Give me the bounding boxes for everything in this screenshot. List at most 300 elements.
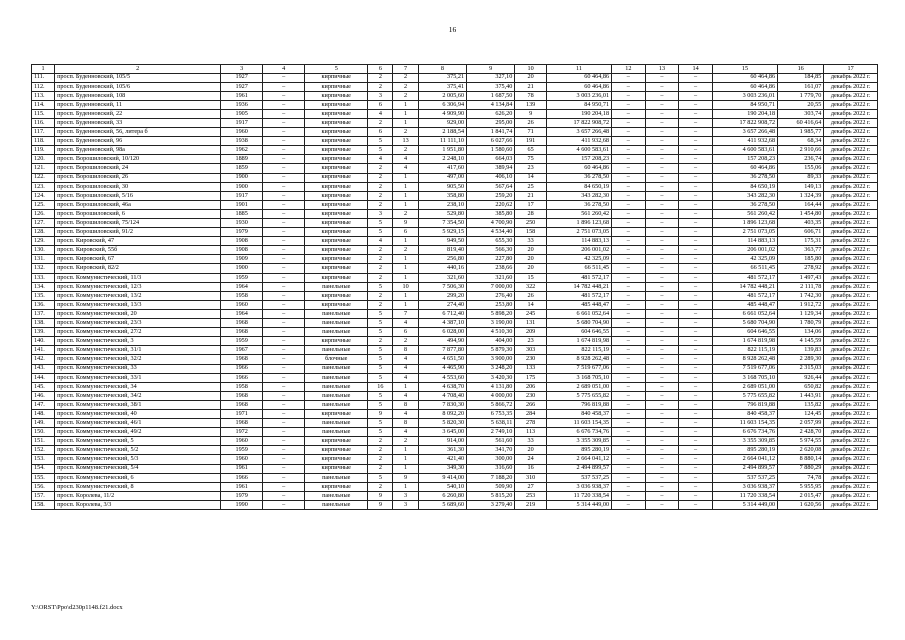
housing-table [31,64,878,510]
table-cell: – [679,255,713,264]
table-cell: 130. [32,246,55,255]
table-cell: декабрь 2022 г. [824,282,878,291]
table-row [32,164,878,173]
table-cell: просп. Ворошиловский, 5/16 [55,191,221,200]
table-cell: 303 [515,346,547,355]
table-cell: 65 [515,146,547,155]
table-cell: – [612,246,646,255]
table-cell: 411 932,68 [712,137,777,146]
table-cell: 343 282,30 [546,191,611,200]
table-cell: 219 [515,500,547,509]
table-cell: 1 [393,191,418,200]
table-cell: 238,66 [467,264,515,273]
table-cell: – [612,118,646,127]
table-cell: 5 [368,473,393,482]
table-cell: 5 775 655,82 [546,391,611,400]
table-cell: 1968 [221,319,263,328]
table-cell: просп. Коммунистический, 23/3 [55,319,221,328]
table-cell: 151. [32,437,55,446]
table-cell: 2 315,03 [778,364,824,373]
table-cell: 529,80 [418,209,466,218]
table-cell: 278 [515,419,547,428]
table-cell: 1960 [221,455,263,464]
table-cell: просп. Коммунистический, 3 [55,337,221,346]
table-cell: декабрь 2022 г. [824,364,878,373]
table-cell: 327,10 [467,73,515,82]
table-cell: 840 458,37 [712,409,777,418]
table-cell: 2 [368,182,393,191]
table-cell: 89,33 [778,173,824,182]
table-cell: – [645,164,679,173]
table-cell: 3 [393,491,418,500]
table-cell: 146. [32,391,55,400]
table-cell: 139. [32,328,55,337]
table-cell: 4 [368,155,393,164]
table-cell: кирпичные [305,146,368,155]
table-cell: – [263,128,305,137]
table-row [32,73,878,82]
table-cell: просп. Коммунистический, 5/2 [55,446,221,455]
table-cell: 1885 [221,209,263,218]
table-cell: декабрь 2022 г. [824,237,878,246]
table-cell: 253,80 [467,300,515,309]
table-cell: 1936 [221,100,263,109]
table-cell: 389,94 [467,164,515,173]
table-cell: 60 416,64 [778,118,824,127]
table-cell: 153. [32,455,55,464]
table-cell: – [612,419,646,428]
table-cell: 1 [393,382,418,391]
table-cell: просп. Ворошиловский, 75/124 [55,219,221,228]
table-cell: – [263,155,305,164]
table-cell: 819,40 [418,246,466,255]
table-cell: 481 572,17 [712,291,777,300]
table-cell: панельные [305,373,368,382]
table-cell: 2 [368,437,393,446]
table-cell: кирпичные [305,255,368,264]
table-cell: 1968 [221,328,263,337]
table-cell: 14 782 448,21 [712,282,777,291]
table-cell: – [263,246,305,255]
table-cell: 4 [393,319,418,328]
table-cell: просп. Буденновский, 96 [55,137,221,146]
table-cell: 300,00 [467,455,515,464]
table-cell: декабрь 2022 г. [824,437,878,446]
table-row [32,355,878,364]
table-cell: просп. Коммунистический, 5 [55,437,221,446]
table-cell: – [645,109,679,118]
table-cell: – [645,373,679,382]
table-cell: 5 815,20 [467,491,515,500]
table-cell: – [263,91,305,100]
table-cell: – [263,364,305,373]
table-cell: – [612,446,646,455]
table-cell: 1968 [221,419,263,428]
table-cell: – [263,455,305,464]
table-cell: 1979 [221,228,263,237]
table-cell: – [645,237,679,246]
table-cell: 20 [515,255,547,264]
table-cell: – [263,473,305,482]
table-cell: 3 900,00 [467,355,515,364]
table-cell: 36 278,50 [712,173,777,182]
table-cell: 14 [515,173,547,182]
table-cell: 2 057,99 [778,419,824,428]
table-cell: – [263,319,305,328]
column-number-cell: 5 [305,65,368,74]
table-cell: 1 497,43 [778,273,824,282]
table-cell: 1 674 819,98 [712,337,777,346]
table-cell: 14 782 448,21 [546,282,611,291]
table-cell: – [645,182,679,191]
table-cell: – [679,291,713,300]
table-cell: – [612,491,646,500]
table-cell: 1 [393,455,418,464]
table-row [32,346,878,355]
table-cell: 796 819,88 [546,400,611,409]
table-cell: просп. Коммунистический, 49/2 [55,428,221,437]
table-cell: – [645,219,679,228]
table-cell: кирпичные [305,219,368,228]
table-cell: 154. [32,464,55,473]
table-cell: – [263,491,305,500]
table-cell: – [612,346,646,355]
table-cell: 4 651,50 [418,355,466,364]
table-cell: 131. [32,255,55,264]
table-row [32,391,878,400]
table-cell: 664,03 [467,155,515,164]
table-cell: 403,35 [778,219,824,228]
table-cell: – [645,419,679,428]
table-cell: 509,90 [467,482,515,491]
table-cell: 4 [393,391,418,400]
table-cell: просп. Коммунистический, 8 [55,482,221,491]
table-cell: – [263,164,305,173]
table-cell: 66 511,45 [546,264,611,273]
table-cell: 5 [368,355,393,364]
table-cell: – [612,146,646,155]
table-cell: 175,31 [778,237,824,246]
table-cell: просп. Коммунистический, 12/3 [55,282,221,291]
table-cell: – [612,82,646,91]
table-cell: 4 600 583,61 [712,146,777,155]
table-cell: – [679,173,713,182]
table-cell: 1 324,39 [778,191,824,200]
table-cell: 567,64 [467,182,515,191]
table-cell: 124. [32,191,55,200]
table-cell: – [679,246,713,255]
table-cell: – [263,373,305,382]
table-cell: декабрь 2022 г. [824,164,878,173]
table-cell: 1 443,91 [778,391,824,400]
table-row [32,182,878,191]
table-cell: 1 [393,464,418,473]
table-row [32,364,878,373]
table-cell: просп. Коммунистический, 31/1 [55,346,221,355]
table-cell: 626,20 [467,109,515,118]
table-row [32,209,878,218]
table-cell: декабрь 2022 г. [824,328,878,337]
table-cell: 566,30 [467,246,515,255]
table-cell: 111. [32,73,55,82]
table-cell: 114. [32,100,55,109]
table-cell: 253 [515,491,547,500]
table-cell: – [679,164,713,173]
table-cell: 9 [393,219,418,228]
table-cell: 209 [515,328,547,337]
table-cell: просп. Буденновский, 98а [55,146,221,155]
table-cell: 245 [515,309,547,318]
table-cell: 141. [32,346,55,355]
table-cell: просп. Коммунистический, 20 [55,309,221,318]
table-cell: кирпичные [305,109,368,118]
table-cell: 155. [32,473,55,482]
table-cell: – [263,118,305,127]
table-cell: 10 [393,282,418,291]
table-cell: декабрь 2022 г. [824,373,878,382]
table-cell: декабрь 2022 г. [824,146,878,155]
table-row [32,82,878,91]
table-cell: просп. Буденновский, 56, литера б [55,128,221,137]
table-cell: 33 [515,237,547,246]
table-cell: 1968 [221,391,263,400]
table-cell: 4 [393,155,418,164]
table-cell: 4 510,30 [467,328,515,337]
table-cell: 42 325,09 [546,255,611,264]
table-cell: 1 [393,264,418,273]
table-cell: просп. Коммунистический, 6 [55,473,221,482]
table-cell: – [612,364,646,373]
table-cell: 8 [393,346,418,355]
table-cell: – [645,128,679,137]
table-cell: 5 [368,309,393,318]
table-cell: кирпичные [305,482,368,491]
table-cell: 5 638,11 [467,419,515,428]
table-cell: 117. [32,128,55,137]
table-cell: 2 620,08 [778,446,824,455]
table-cell: 133. [32,273,55,282]
table-cell: – [263,100,305,109]
table-cell: – [679,346,713,355]
table-cell: 655,30 [467,237,515,246]
table-cell: 417,60 [418,164,466,173]
table-cell: 4 465,90 [418,364,466,373]
table-cell: декабрь 2022 г. [824,419,878,428]
table-cell: 3 657 266,48 [712,128,777,137]
table-cell: 274,40 [418,300,466,309]
table-cell: 5 879,30 [467,346,515,355]
table-cell: 1917 [221,118,263,127]
table-cell: 406,10 [467,173,515,182]
table-cell: кирпичные [305,455,368,464]
table-cell: просп. Коммунистический, 38/1 [55,400,221,409]
table-cell: – [612,391,646,400]
table-cell: 17 822 908,72 [546,118,611,127]
table-cell: – [612,155,646,164]
table-cell: декабрь 2022 г. [824,273,878,282]
table-cell: 4 [393,409,418,418]
table-cell: – [645,246,679,255]
table-cell: 561,60 [467,437,515,446]
table-cell: – [679,109,713,118]
table-cell: – [679,409,713,418]
table-cell: 3 168 705,10 [712,373,777,382]
table-cell: – [645,264,679,273]
column-number-cell: 3 [221,65,263,74]
column-number-cell: 6 [368,65,393,74]
table-cell: – [263,137,305,146]
table-cell: 238,10 [418,200,466,209]
table-cell: – [679,191,713,200]
table-cell: 4 134,84 [467,100,515,109]
table-cell: 3 190,00 [467,319,515,328]
table-cell: 1901 [221,200,263,209]
table-cell: 2 [393,128,418,137]
table-cell: кирпичные [305,228,368,237]
table-cell: просп. Буденновский, 11 [55,100,221,109]
table-cell: 2 751 073,05 [546,228,611,237]
table-cell: – [612,128,646,137]
column-number-cell: 1 [32,65,55,74]
table-cell: 1 [393,182,418,191]
table-cell: 4 534,40 [467,228,515,237]
table-cell: 4 [393,373,418,382]
table-cell: – [679,91,713,100]
table-row [32,91,878,100]
table-cell: 1917 [221,191,263,200]
table-cell: 206 001,02 [712,246,777,255]
table-cell: 5 314 449,00 [546,500,611,509]
table-cell: – [263,446,305,455]
table-cell: просп. Коммунистический, 5/3 [55,455,221,464]
table-cell: – [612,100,646,109]
table-cell: – [679,355,713,364]
table-cell: 6 676 734,76 [712,428,777,437]
table-cell: просп. Королева, 11/2 [55,491,221,500]
table-cell: 6 676 734,76 [546,428,611,437]
table-cell: 155,06 [778,164,824,173]
table-cell: панельные [305,282,368,291]
table-cell: 15 [515,273,547,282]
column-number-row [32,65,878,74]
table-cell: 8 [393,400,418,409]
table-cell: 2 [368,337,393,346]
table-cell: 1909 [221,255,263,264]
table-cell: 375,21 [418,73,466,82]
table-cell: 1 580,60 [467,146,515,155]
table-cell: 149. [32,419,55,428]
table-cell: – [679,391,713,400]
table-cell: 5 [368,137,393,146]
table-cell: 822 115,19 [546,346,611,355]
table-cell: – [263,328,305,337]
table-cell: декабрь 2022 г. [824,409,878,418]
table-row [32,400,878,409]
table-cell: 119. [32,146,55,155]
table-row [32,437,878,446]
table-cell: – [263,482,305,491]
table-cell: 16 [515,464,547,473]
table-cell: 150. [32,428,55,437]
table-cell: 1 [393,300,418,309]
table-cell: 1900 [221,264,263,273]
table-cell: 4 909,90 [418,109,466,118]
table-cell: 250 [515,219,547,228]
table-cell: – [612,482,646,491]
table-cell: просп. Буденновский, 105/6 [55,82,221,91]
table-cell: кирпичные [305,191,368,200]
table-cell: 6 753,35 [467,409,515,418]
table-cell: 3 003 236,01 [712,91,777,100]
table-cell: 266 [515,400,547,409]
table-cell: декабрь 2022 г. [824,155,878,164]
table-cell: 1 985,77 [778,128,824,137]
table-cell: – [612,455,646,464]
table-cell: 1966 [221,473,263,482]
table-cell: 1 674 819,98 [546,337,611,346]
table-cell: 1958 [221,382,263,391]
table-cell: просп. Буденновский, 33 [55,118,221,127]
table-cell: 2 428,70 [778,428,824,437]
table-cell: кирпичные [305,209,368,218]
table-cell: 2 [393,146,418,155]
table-cell: просп. Коммунистический, 34 [55,382,221,391]
table-cell: 2 494 899,57 [712,464,777,473]
table-cell: декабрь 2022 г. [824,200,878,209]
table-cell: – [645,482,679,491]
table-cell: 6 027,66 [467,137,515,146]
table-cell: – [612,409,646,418]
table-cell: – [263,428,305,437]
table-cell: 5 689,60 [418,500,466,509]
table-cell: 440,16 [418,264,466,273]
table-cell: 5 [368,146,393,155]
table-cell: панельные [305,419,368,428]
table-cell: 375,40 [467,82,515,91]
table-cell: декабрь 2022 г. [824,428,878,437]
table-cell: 1 896 123,68 [546,219,611,228]
table-cell: декабрь 2022 г. [824,309,878,318]
table-cell: – [612,337,646,346]
table-row [32,419,878,428]
table-cell: – [645,137,679,146]
table-cell: – [679,209,713,218]
table-cell: 363,77 [778,246,824,255]
table-cell: 60 464,86 [546,73,611,82]
table-cell: 7 354,50 [418,219,466,228]
table-cell: 1859 [221,164,263,173]
table-cell: декабрь 2022 г. [824,355,878,364]
table-cell: – [263,409,305,418]
table-cell: 259,20 [467,191,515,200]
table-cell: 2 664 041,12 [546,455,611,464]
table-cell: – [263,337,305,346]
table-cell: 137. [32,309,55,318]
table-cell: 2 [368,173,393,182]
table-cell: декабрь 2022 г. [824,300,878,309]
table-cell: 1930 [221,219,263,228]
table-cell: 5 [368,346,393,355]
table-cell: 149,13 [778,182,824,191]
table-cell: декабрь 2022 г. [824,219,878,228]
table-cell: – [612,400,646,409]
table-cell: – [612,191,646,200]
table-cell: декабрь 2022 г. [824,500,878,509]
table-cell: кирпичные [305,73,368,82]
table-cell: 1 [393,100,418,109]
table-cell: просп. Буденновский, 105/5 [55,73,221,82]
table-cell: 481 572,17 [712,273,777,282]
